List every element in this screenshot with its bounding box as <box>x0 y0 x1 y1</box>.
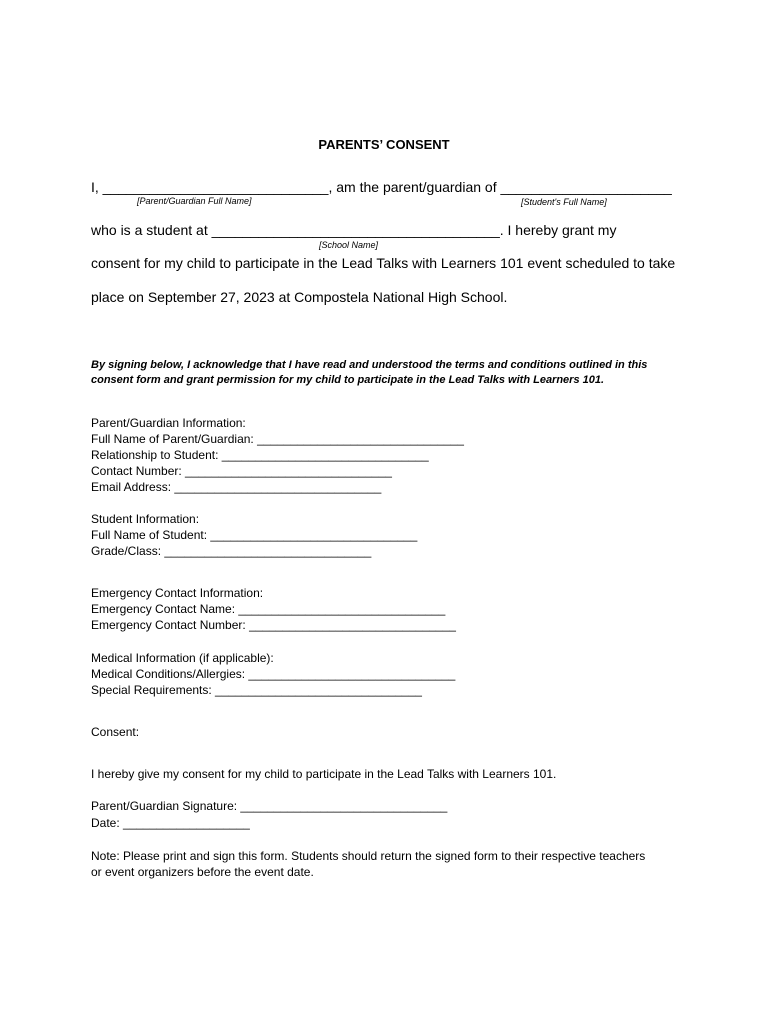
statement-line-2 <box>91 222 616 238</box>
statement-line-1 <box>91 179 672 195</box>
student-full-name-field: Full Name of Student: _______________________________ <box>91 528 418 542</box>
statement-school-prefix: who is a student at <box>91 222 212 238</box>
statement-line-3: consent for my child to participate in the Lead Talks with Learners 101 event scheduled to take <box>91 255 676 271</box>
hint-student-name: [Student's Full Name] <box>521 197 607 207</box>
medical-conditions-field: Medical Conditions/Allergies: _______________________________ <box>91 667 456 681</box>
note-line-2: or event organizers before the event date. <box>91 865 314 879</box>
hint-parent-name: [Parent/Guardian Full Name] <box>137 196 252 206</box>
contact-number-field: Contact Number: _______________________________ <box>91 464 392 478</box>
parent-info-heading: Parent/Guardian Information: <box>91 416 246 430</box>
emergency-number-field: Emergency Contact Number: _______________________________ <box>91 618 456 632</box>
email-field: Email Address: _______________________________ <box>91 480 382 494</box>
statement-grant: . I hereby grant my <box>499 222 617 238</box>
statement-prefix: I, <box>91 179 103 195</box>
student-name-blank: ______________________ <box>500 179 672 195</box>
signature-field: Parent/Guardian Signature: _______________________________ <box>91 799 448 813</box>
consent-heading: Consent: <box>91 725 140 739</box>
note-line-1: Note: Please print and sign this form. Students should return the signed form to their respective teachers <box>91 849 646 863</box>
parent-name-blank: _____________________________ <box>102 179 329 195</box>
grade-class-field: Grade/Class: _______________________________ <box>91 544 372 558</box>
medical-info-heading: Medical Information (if applicable): <box>91 651 274 665</box>
hint-school-name: [School Name] <box>319 240 379 250</box>
page-title: PARENTS’ CONSENT <box>318 137 450 152</box>
student-info-heading: Student Information: <box>91 512 200 526</box>
statement-line-4: place on September 27, 2023 at Compostela National High School. <box>91 289 508 305</box>
school-name-blank: _____________________________________ <box>211 222 500 238</box>
special-requirements-field: Special Requirements: _______________________________ <box>91 683 422 697</box>
emergency-name-field: Emergency Contact Name: _______________________________ <box>91 602 446 616</box>
emergency-info-heading: Emergency Contact Information: <box>91 586 264 600</box>
date-field: Date: ___________________ <box>91 816 250 830</box>
statement-mid: , am the parent/guardian of <box>328 179 501 195</box>
acknowledgement-line-1: By signing below, I acknowledge that I have read and understood the terms and conditions outlined in this <box>91 359 648 371</box>
acknowledgement-line-2: consent form and grant permission for my child to participate in the Lead Talks with Learners 101. <box>91 374 605 386</box>
relationship-field: Relationship to Student: _______________________________ <box>91 448 429 462</box>
consent-text: I hereby give my consent for my child to participate in the Lead Talks with Learners 101. <box>91 767 557 781</box>
parent-full-name-field: Full Name of Parent/Guardian: _______________________________ <box>91 432 464 446</box>
